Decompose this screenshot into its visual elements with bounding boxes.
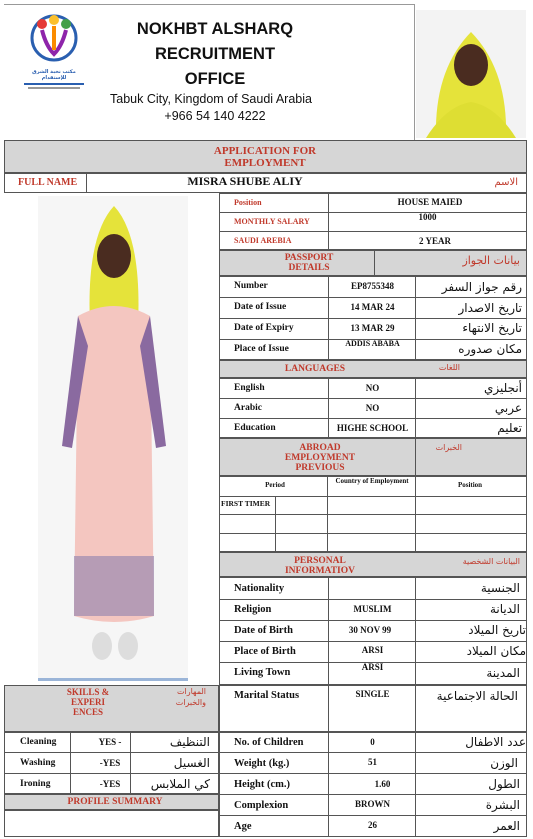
pob-value: ARSI — [361, 645, 384, 655]
languages-header-ar: اللغات — [438, 363, 460, 372]
full-name-ar: الاسم — [494, 177, 518, 188]
lang-english-ar: أنجليزي — [483, 381, 522, 395]
portrait-photo — [416, 10, 526, 138]
skills-header-label: SKILLS & EXPERI ENCES — [66, 687, 110, 717]
abroad-col-country: Country of Employment — [335, 477, 409, 485]
skill-cleaning-value: YES - — [98, 737, 122, 747]
children-value: 0 — [370, 737, 375, 747]
marital-label: Marital Status — [234, 690, 300, 701]
passport-place-value: ADDIS ABABA — [345, 339, 400, 348]
skill-cleaning-ar: التنظيف — [169, 735, 210, 749]
passport-number-ar: رقم جواز السفر — [441, 280, 522, 294]
complexion-label: Complexion — [234, 800, 289, 811]
education-ar: تعليم — [497, 421, 522, 435]
passport-issue-value: 14 MAR 24 — [350, 302, 395, 312]
height-value: 1.60 — [374, 779, 391, 789]
job-contract-value: 2 YEAR — [419, 236, 451, 246]
religion-label: Religion — [234, 604, 272, 615]
passport-header-label: PASSPORT DETAILS — [284, 253, 334, 273]
skill-ironing-label: Ironing — [20, 779, 51, 789]
complexion-value: BROWN — [354, 799, 390, 809]
job-salary-label: MONTHLY SALARY — [234, 217, 310, 226]
skill-ironing-ar: كي الملابس — [150, 777, 210, 791]
skill-washing-label: Washing — [20, 758, 56, 768]
religion-value: MUSLIM — [353, 604, 392, 614]
children-label: No. of Children — [234, 737, 304, 748]
dob-ar: تاريخ الميلاد — [468, 623, 526, 637]
abroad-col-position: Position — [457, 481, 483, 489]
logo-text: مكتب نخبة الشرق للإستقدام — [32, 69, 76, 81]
pob-label: Place of Birth — [234, 646, 296, 657]
job-position-value: HOUSE MAIED — [397, 197, 463, 207]
full-body-photo — [38, 196, 188, 680]
full-name-value: MISRA SHUBE ALIY — [187, 174, 303, 188]
logo-emblem-icon — [22, 10, 86, 64]
personal-header-ar: البيانات الشخصية — [462, 557, 520, 566]
marital-ar: الحالة الاجتماعية — [436, 689, 518, 703]
pob-ar: مكان الميلاد — [466, 644, 526, 658]
living-town-ar: المدينة — [486, 666, 520, 680]
full-name-label: FULL NAME — [18, 177, 78, 188]
lang-english-value: NO — [365, 383, 380, 393]
abroad-col-period: Period — [265, 481, 285, 489]
living-town-value: ARSI — [361, 662, 384, 672]
passport-place-label: Place of Issue — [234, 344, 289, 354]
company-phone: +966 54 140 4222 — [164, 109, 266, 123]
passport-issue-ar: تاريخ الاصدار — [458, 301, 522, 315]
weight-value: 51 — [368, 757, 377, 767]
age-ar: العمر — [493, 819, 520, 833]
skill-washing-value: -YES — [99, 758, 121, 768]
age-value: 26 — [368, 820, 377, 830]
company-logo — [22, 10, 86, 88]
passport-expiry-ar: تاريخ الانتهاء — [462, 321, 522, 335]
height-ar: الطول — [488, 777, 520, 791]
living-town-label: Living Town — [234, 667, 291, 678]
passport-issue-label: Date of Issue — [234, 302, 287, 312]
company-name: NOKHBT ALSHARQ RECRUITMENT OFFICE — [136, 20, 294, 88]
abroad-header-ar: الخبرات — [435, 443, 462, 452]
skill-washing-ar: الغسيل — [173, 756, 210, 770]
passport-expiry-label: Date of Expiry — [234, 323, 294, 333]
marital-value: SINGLE — [355, 689, 390, 699]
nationality-label: Nationality — [234, 583, 285, 594]
weight-ar: الوزن — [490, 756, 518, 770]
languages-header-label: LANGUAGES — [284, 364, 346, 374]
job-position-label: Position — [234, 198, 262, 207]
profile-summary-label: PROFILE SUMMARY — [67, 797, 163, 807]
lang-arabic-label: Arabic — [234, 403, 262, 413]
profile-summary-box — [4, 810, 219, 837]
skill-ironing-value: -YES — [99, 779, 121, 789]
passport-header-ar: بيانات الجواز — [462, 254, 520, 267]
education-label: Education — [234, 423, 276, 433]
lang-english-label: English — [234, 383, 265, 393]
dob-value: 30 NOV 99 — [348, 625, 392, 635]
passport-expiry-value: 13 MAR 29 — [350, 323, 395, 333]
form-title: APPLICATION FOR EMPLOYMENT — [213, 145, 317, 169]
skill-cleaning-label: Cleaning — [20, 737, 57, 747]
abroad-header-label: ABROAD EMPLOYMENT PREVIOUS — [284, 443, 356, 473]
dob-label: Date of Birth — [234, 625, 293, 636]
lang-arabic-ar: عربي — [494, 401, 522, 415]
lang-arabic-value: NO — [365, 403, 380, 413]
job-salary-value: 1000 — [418, 212, 437, 222]
education-value: HIGHE SCHOOL — [336, 423, 409, 433]
age-label: Age — [234, 821, 252, 832]
personal-header-label: PERSONAL INFORMATIOV — [284, 556, 356, 576]
height-label: Height (cm.) — [234, 779, 290, 790]
passport-place-ar: مكان صدوره — [458, 342, 522, 356]
nationality-ar: الجنسية — [480, 581, 520, 595]
company-city: Tabuk City, Kingdom of Saudi Arabia — [110, 92, 312, 106]
children-ar: عدد الاطفال — [465, 735, 526, 749]
passport-number-label: Number — [234, 281, 268, 291]
job-contract-label: SAUDI AREBIA — [234, 236, 292, 245]
complexion-ar: البشرة — [485, 798, 520, 812]
abroad-first-row: FIRST TIMER — [221, 499, 271, 508]
skills-header-ar: المهارات والخبرات — [175, 687, 206, 707]
abroad-header — [219, 438, 527, 476]
religion-ar: الديانة — [489, 602, 520, 616]
weight-label: Weight (kg.) — [234, 758, 290, 769]
passport-number-value: EP8755348 — [350, 281, 394, 291]
